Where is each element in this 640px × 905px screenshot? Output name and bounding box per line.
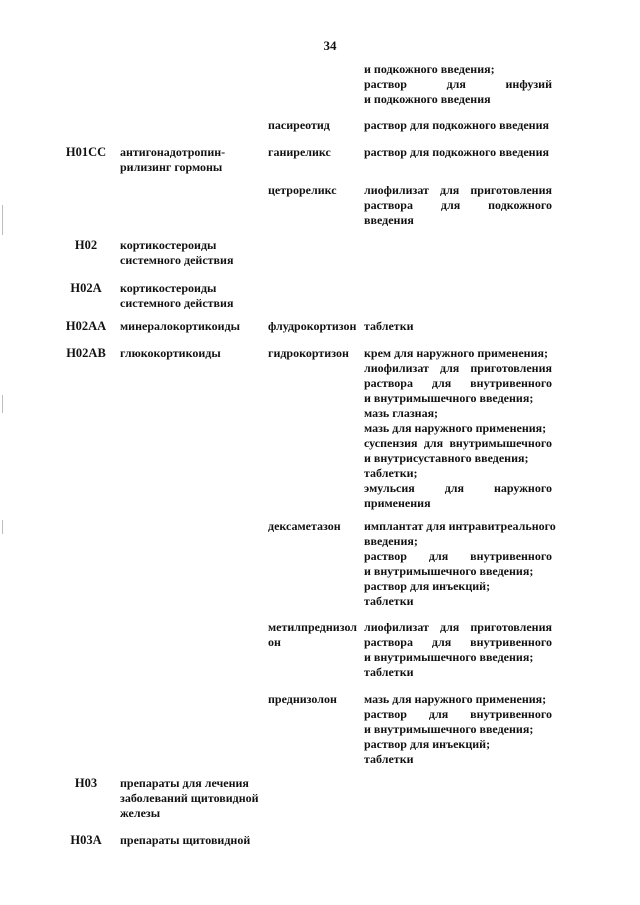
dosage-form-line: суспензия для внутримышечного <box>364 436 552 450</box>
dosage-form-line: мазь для наружного применения; <box>364 421 547 435</box>
drug-name <box>268 519 360 534</box>
dosage-form-line: раствор для внутривенного <box>364 707 552 721</box>
dosage-form-line: раствор для инъекций; <box>364 737 491 751</box>
atc-code: H02AB <box>66 346 106 360</box>
dosage-form-line: введения <box>364 213 414 227</box>
dosage-forms <box>364 692 552 767</box>
dosage-forms <box>364 145 552 160</box>
group-name-line: системного действия <box>120 253 234 267</box>
dosage-form-line: и внутрисуставного введения; <box>364 451 529 465</box>
dosage-form-line: эмульсия для наружного <box>364 481 552 495</box>
drug-name <box>268 319 360 334</box>
dosage-form-line: таблетки <box>364 594 414 608</box>
drug-name <box>268 692 360 707</box>
dosage-form-line: имплантат для интравитреального <box>364 519 556 533</box>
group-name-line: системного действия <box>120 296 234 310</box>
group-name-line: антигонадотропин- <box>120 145 226 159</box>
atc-code: H02A <box>70 281 102 295</box>
drug-name <box>268 346 360 361</box>
scan-edge-mark <box>2 520 3 534</box>
drug-name-line: дексаметазон <box>268 519 341 533</box>
dosage-form-line: лиофилизат для приготовления <box>364 183 552 197</box>
dosage-form-line: мазь глазная; <box>364 406 439 420</box>
dosage-forms <box>364 346 552 511</box>
atc-code: H01CC <box>65 145 107 159</box>
drug-name-line: ганиреликс <box>268 145 331 159</box>
anatomical-therapeutic-group <box>120 776 270 821</box>
scan-edge-mark <box>2 205 3 235</box>
anatomical-therapeutic-group <box>120 319 270 334</box>
dosage-form-line: и подкожного введения; <box>364 62 495 76</box>
scan-edge-mark <box>2 395 3 413</box>
drug-name <box>268 620 360 650</box>
anatomical-therapeutic-group <box>120 281 270 311</box>
drug-name-line: метилпреднизол <box>268 620 358 634</box>
group-name-line: минералокортикоиды <box>120 319 241 333</box>
drug-name-line: преднизолон <box>268 692 337 706</box>
dosage-form-line: раствор для подкожного введения <box>364 118 549 132</box>
drug-name-line: пасиреотид <box>268 118 330 132</box>
dosage-form-line: лиофилизат для приготовления <box>364 361 552 375</box>
dosage-form-line: введения; <box>364 534 418 548</box>
group-name-line: рилизинг гормоны <box>120 160 223 174</box>
drug-name-line: он <box>268 635 281 649</box>
atc-code: H03 <box>74 776 98 790</box>
group-name-line: препараты для лечения <box>120 776 249 790</box>
group-name-line: препараты щитовидной <box>120 833 251 847</box>
dosage-form-line: раствор для инфузий <box>364 77 552 91</box>
continued-dosage-forms <box>364 62 552 107</box>
drug-name <box>268 118 360 133</box>
dosage-forms <box>364 519 556 609</box>
dosage-form-line: раствор для подкожного введения <box>364 145 549 159</box>
dosage-form-line: лиофилизат для приготовления <box>364 620 552 634</box>
anatomical-therapeutic-group <box>120 346 270 361</box>
drug-name-line: флудрокортизон <box>268 319 357 333</box>
dosage-form-line: раствора для внутривенного <box>364 376 552 390</box>
atc-code: H03A <box>70 833 102 847</box>
dosage-form-line: раствор для внутривенного <box>364 549 552 563</box>
dosage-form-line: и внутримышечного введения; <box>364 391 534 405</box>
group-name-line: железы <box>120 806 161 820</box>
group-name-line: кортикостероиды <box>120 281 217 295</box>
dosage-form-line: таблетки <box>364 752 414 766</box>
drug-name <box>268 183 360 198</box>
dosage-form-line: мазь для наружного применения; <box>364 692 547 706</box>
anatomical-therapeutic-group <box>120 833 270 848</box>
dosage-form-line: раствор для инъекций; <box>364 579 491 593</box>
dosage-form-line: и внутримышечного введения; <box>364 564 534 578</box>
dosage-form-line: крем для наружного применения; <box>364 346 548 360</box>
dosage-form-line: и подкожного введения <box>364 92 491 106</box>
dosage-form-line: раствора для внутривенного <box>364 635 552 649</box>
group-name-line: заболеваний щитовидной <box>120 791 259 805</box>
dosage-form-line: и внутримышечного введения; <box>364 650 534 664</box>
dosage-form-line: таблетки <box>364 665 414 679</box>
drug-name <box>268 145 360 160</box>
dosage-forms <box>364 183 552 228</box>
group-name-line: кортикостероиды <box>120 238 217 252</box>
anatomical-therapeutic-group <box>120 238 270 268</box>
dosage-form-line: таблетки; <box>364 466 418 480</box>
dosage-forms <box>364 319 552 334</box>
dosage-form-line: применения <box>364 496 431 510</box>
dosage-forms <box>364 118 552 133</box>
drug-name-line: гидрокортизон <box>268 346 349 360</box>
page-number: 34 <box>323 38 337 53</box>
dosage-form-line: таблетки <box>364 319 414 333</box>
drug-name-line: цетрореликс <box>268 183 337 197</box>
group-name-line: глюкокортикоиды <box>120 346 221 360</box>
dosage-form-line: и внутримышечного введения; <box>364 722 534 736</box>
atc-code: H02AA <box>65 319 107 333</box>
dosage-forms <box>364 620 552 680</box>
anatomical-therapeutic-group <box>120 145 270 175</box>
atc-code: H02 <box>74 238 98 252</box>
dosage-form-line: раствора для подкожного <box>364 198 552 212</box>
